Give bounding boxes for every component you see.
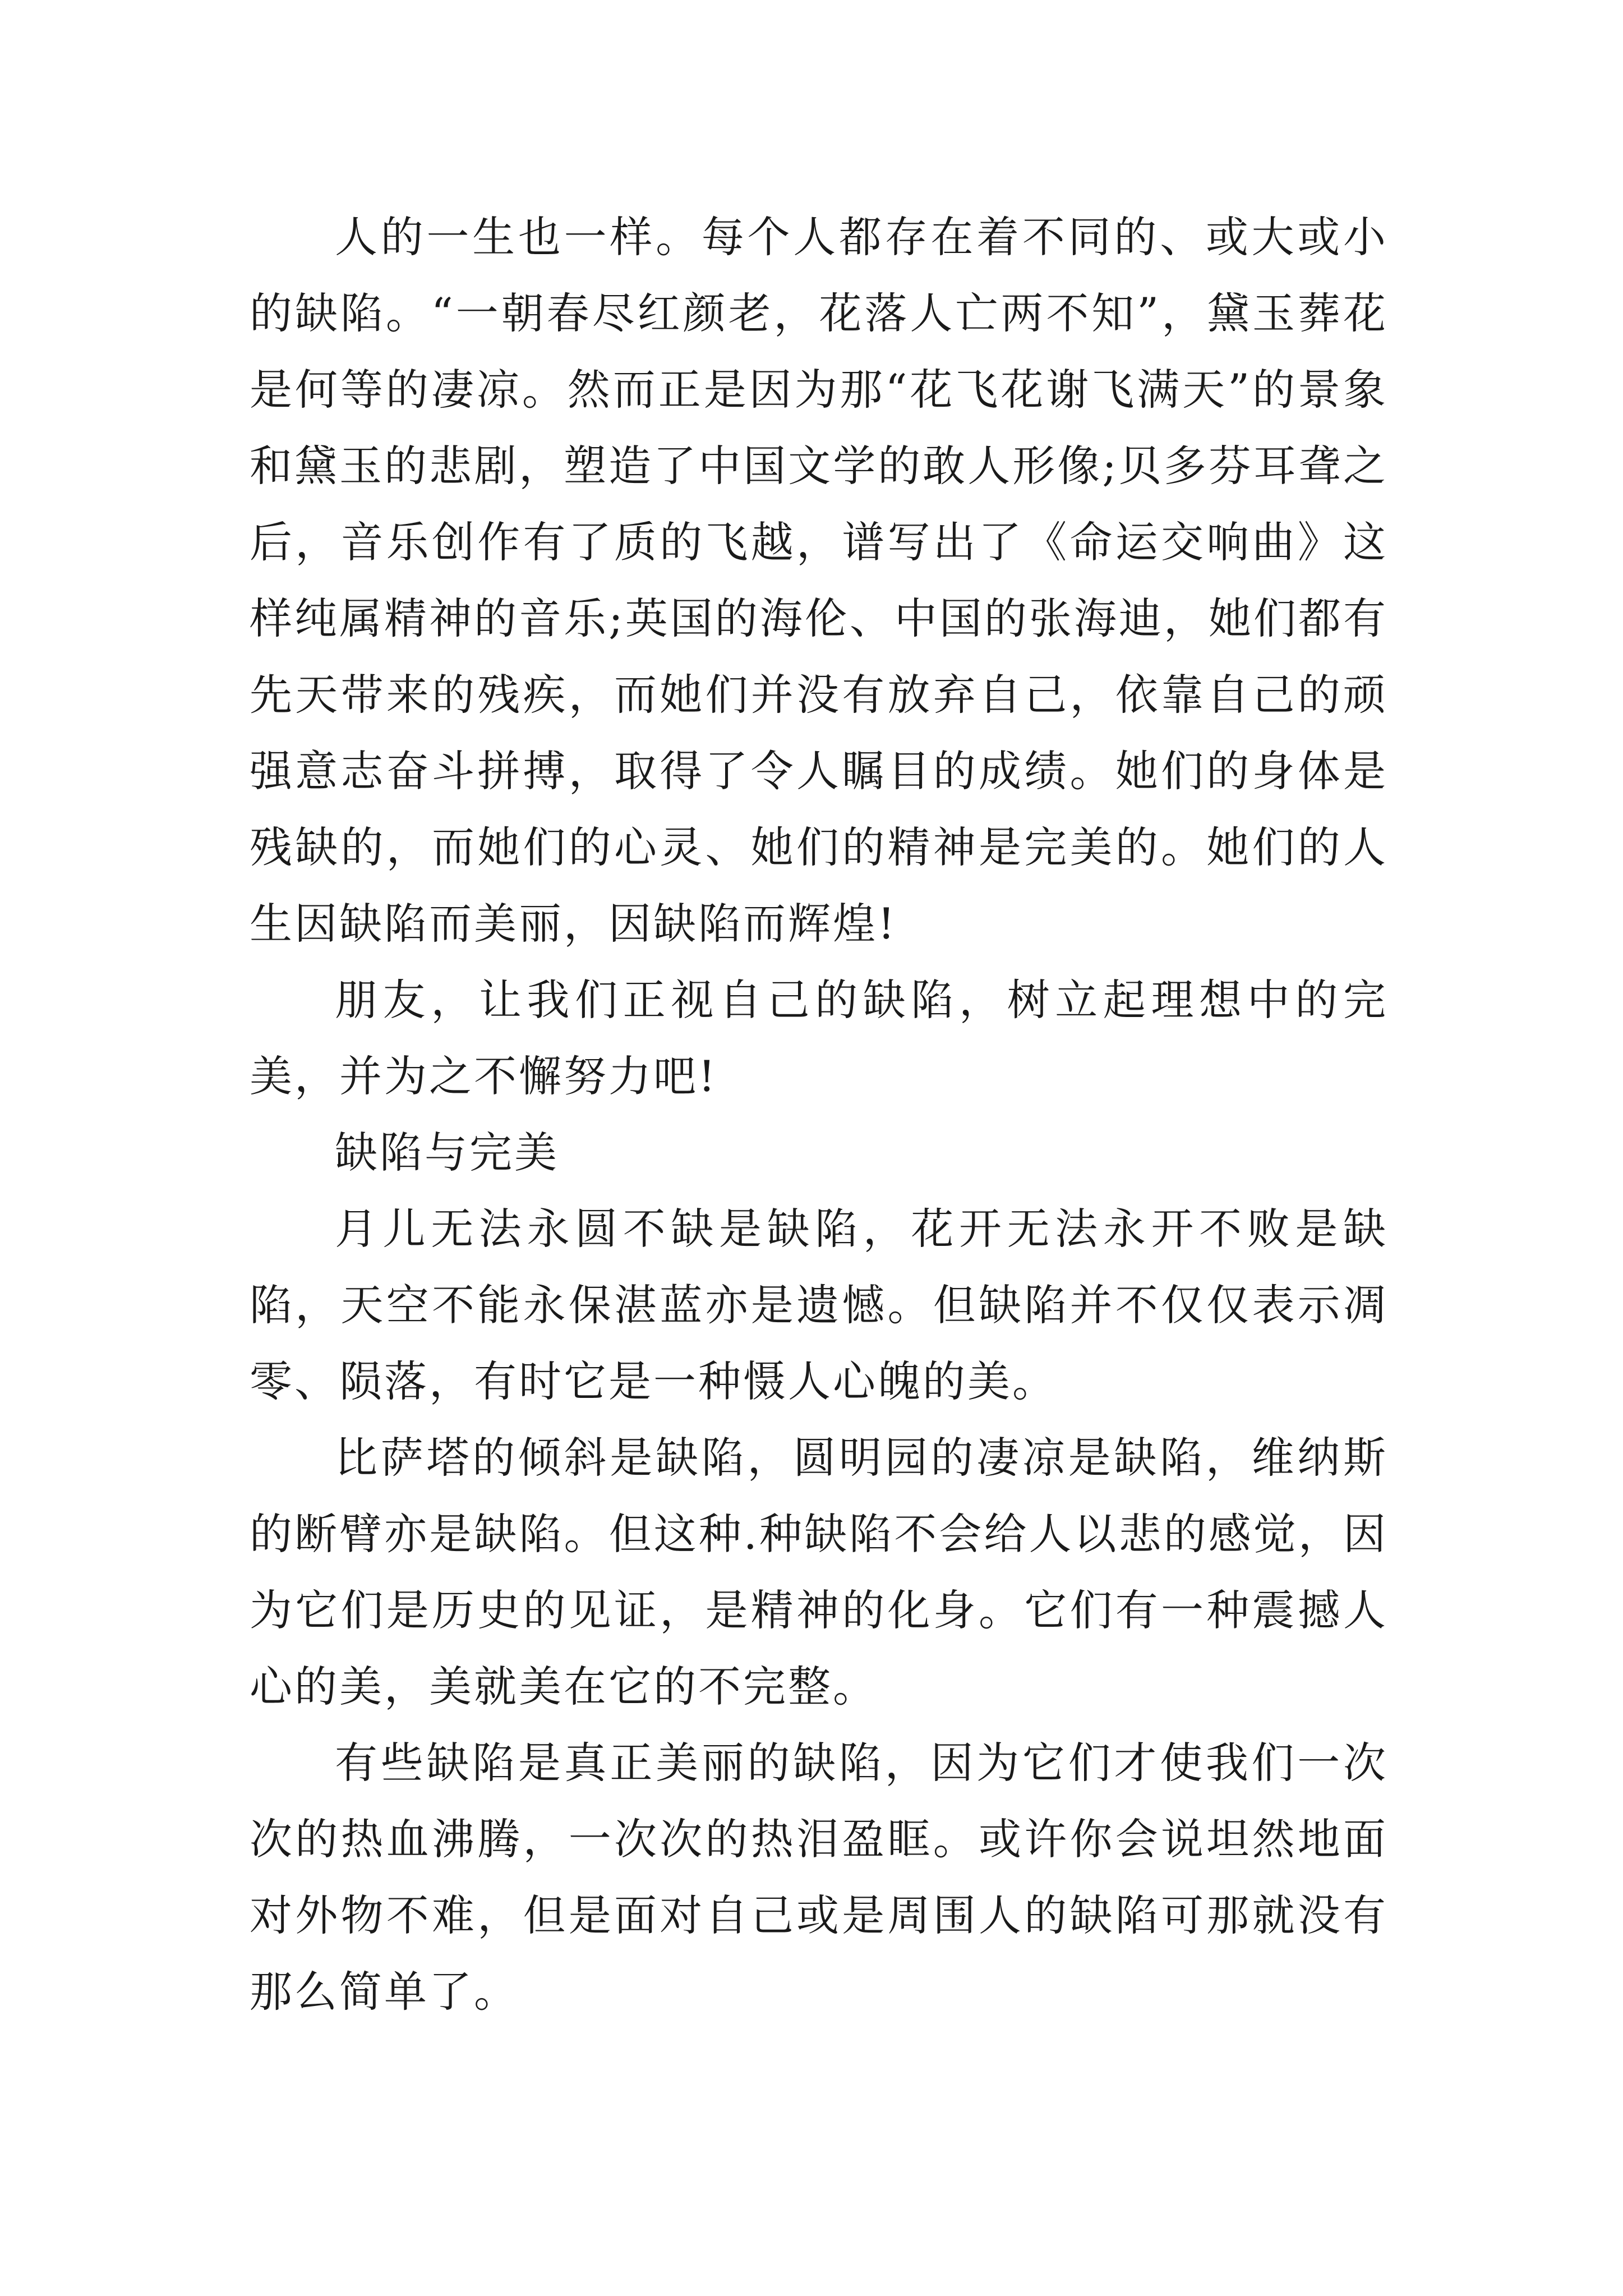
- paragraph-1: 人的一生也一样。每个人都存在着不同的、或大或小的缺陷。“一朝春尽红颜老，花落人亡两不知”，黛玉葬花是何等的凄凉。然而正是因为那“花飞花谢飞满天”的景象和黛玉的悲剧，塑造了中国文学的敢人形像;贝多芬耳聋之后，音乐创作有了质的飞越，谱写出了《命运交响曲》这样纯属精神的音乐;英国的海伦、中国的张海迪，她们都有先天带来的残疾，而她们并没有放弃自己，依靠自己的顽强意志奋斗拼搏，取得了令人瞩目的成绩。她们的身体是残缺的，而她们的心灵、她们的精神是完美的。她们的人生因缺陷而美丽，因缺陷而辉煌!: [250, 212, 1388, 949]
- document-body: [250, 199, 1388, 2030]
- paragraph-5: 有些缺陷是真正美丽的缺陷，因为它们才使我们一次次的热血沸腾，一次次的热泪盈眶。或许你会说坦然地面对外物不难，但是面对自己或是周围人的缺陷可那就没有那么简单了。: [250, 1738, 1388, 2017]
- paragraph-3: 月儿无法永圆不缺是缺陷，花开无法永开不败是缺陷，天空不能永保湛蓝亦是遗憾。但缺陷并不仅仅表示凋零、陨落，有时它是一种慑人心魄的美。: [250, 1204, 1388, 1406]
- section-title: 缺陷与完美: [335, 1128, 559, 1177]
- paragraph-4: 比萨塔的倾斜是缺陷，圆明园的凄凉是缺陷，维纳斯的断臂亦是缺陷。但这种.种缺陷不会给人以悲的感觉，因为它们是历史的见证，是精神的化身。它们有一种震撼人心的美，美就美在它的不完整。: [250, 1433, 1388, 1711]
- paragraph-2: 朋友，让我们正视自己的缺陷，树立起理想中的完美，并为之不懈努力吧!: [250, 975, 1388, 1101]
